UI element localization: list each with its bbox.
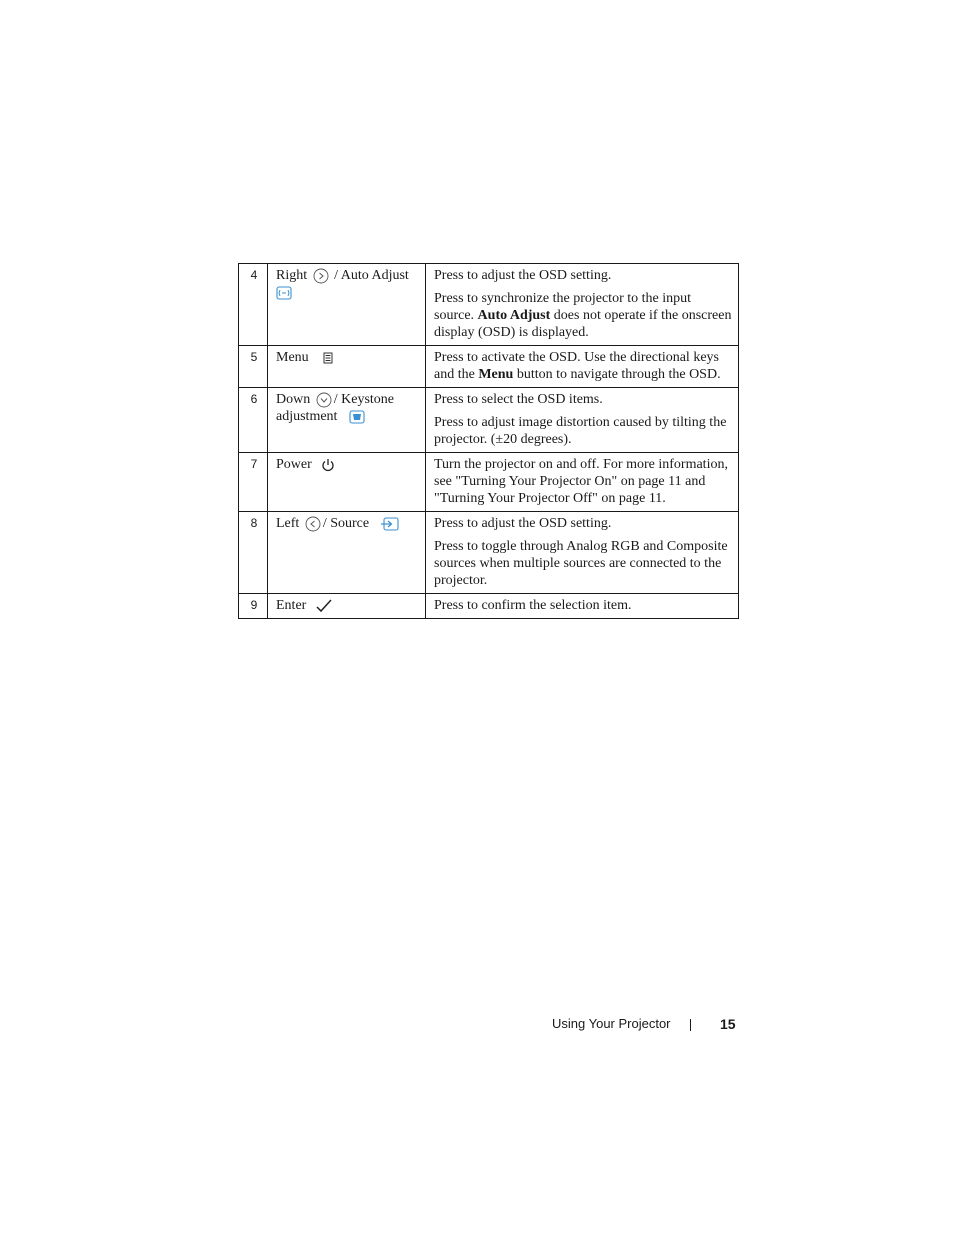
row-number: 4 [239,264,268,346]
row-number: 9 [239,594,268,619]
control-name [268,388,426,453]
source-icon [379,516,401,532]
control-label: Left [276,516,300,531]
description-text: Press to activate the OSD. Use the directional keys and the Menu button to navigate through the OSD. [434,350,721,382]
table-row [239,512,739,594]
keystone-icon [347,410,367,424]
control-label: Power [276,457,312,472]
description-text: Turn the projector on and off. For more information, see "Turning Your Projector On" on page 11 and "Turning Your Projector Off" on page 11. [434,457,728,506]
description-text: Press to adjust image distortion caused by tilting the projector. (±20 degrees). [434,415,727,447]
table-row [239,453,739,512]
control-label: / Auto Adjust [334,268,409,283]
power-icon [319,457,337,473]
auto-adjust-icon [276,286,292,300]
control-name [268,512,426,594]
control-description [426,453,739,512]
description-text: Press to adjust the OSD setting. [434,516,612,531]
row-number: 8 [239,512,268,594]
table-row [239,594,739,619]
control-name [268,453,426,512]
table-row [239,388,739,453]
footer-section-title: Using Your Projector [552,1016,671,1031]
description-text: Press to adjust the OSD setting. [434,268,612,283]
right-arrow-icon [313,268,329,284]
row-number: 5 [239,346,268,388]
control-description [426,594,739,619]
description-text: Press to select the OSD items. [434,392,603,407]
footer-separator [690,1019,691,1031]
down-arrow-icon [316,392,332,408]
control-label: Menu [276,350,309,365]
checkmark-icon [314,598,334,614]
control-label: Down [276,392,311,407]
control-table [238,263,739,619]
left-arrow-icon [305,516,321,532]
description-text: Press to synchronize the projector to the input source. Auto Adjust does not operate if the onscreen display (OSD) is displayed. [434,291,732,340]
control-description [426,346,739,388]
table-row [239,264,739,346]
menu-icon [318,351,338,365]
description-text: Press to toggle through Analog RGB and Composite sources when multiple sources are connected to the projector. [434,539,728,588]
control-description [426,388,739,453]
control-label: / Keystone adjustment [276,392,394,424]
row-number: 6 [239,388,268,453]
control-description [426,264,739,346]
control-label: Enter [276,598,307,613]
control-name [268,346,426,388]
control-name [268,594,426,619]
control-name [268,264,426,346]
table-row [239,346,739,388]
description-text: Press to confirm the selection item. [434,598,632,613]
row-number: 7 [239,453,268,512]
control-label: Right [276,268,308,283]
control-description [426,512,739,594]
control-label: / Source [322,516,370,531]
page-number: 15 [720,1016,736,1032]
